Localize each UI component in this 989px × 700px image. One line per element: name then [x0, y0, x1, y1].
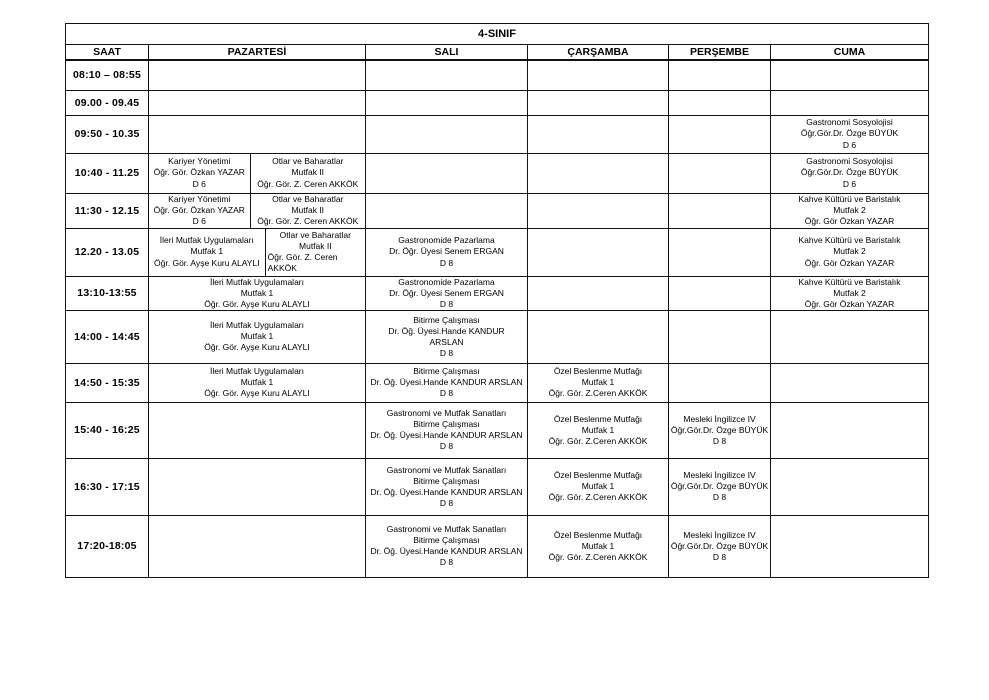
- course-line: Gastronomi ve Mutfak Sanatları: [386, 464, 507, 475]
- time-slot-label: 16:30 - 17:15: [66, 458, 149, 515]
- course-line: İleri Mutfak Uygulamaları: [209, 320, 304, 331]
- time-slot-label: 14:50 - 15:35: [66, 363, 149, 402]
- title-row: [66, 24, 929, 45]
- col-header-pazartesi: PAZARTESİ: [149, 45, 366, 61]
- empty-cell: [771, 310, 929, 363]
- split-cell-container: [149, 194, 365, 228]
- course-cell: [266, 229, 365, 276]
- time-slot-label: 14:00 - 14:45: [66, 310, 149, 363]
- empty-cell: [771, 60, 929, 90]
- col-header-sali: SALI: [366, 45, 528, 61]
- course-line: Öğr. Gör. Z.Ceren AKKÖK: [548, 492, 648, 503]
- course-cell: [149, 310, 366, 363]
- timetable-row: [66, 115, 929, 153]
- course-line: D 8: [439, 347, 454, 358]
- empty-cell: [528, 193, 669, 228]
- course-line: Gastronomi ve Mutfak Sanatları: [386, 408, 507, 419]
- empty-cell: [669, 363, 771, 402]
- col-header-carsamba: ÇARŞAMBA: [528, 45, 669, 61]
- time-slot-label: 09.00 - 09.45: [66, 90, 149, 115]
- course-cell: [771, 276, 929, 310]
- empty-cell: [669, 310, 771, 363]
- course-cell: [669, 515, 771, 577]
- course-line: Kariyer Yönetimi: [168, 193, 231, 204]
- course-line: D 8: [439, 257, 454, 268]
- empty-cell: [528, 228, 669, 276]
- empty-cell: [771, 458, 929, 515]
- course-cell: [366, 363, 528, 402]
- course-cell: [149, 154, 251, 193]
- timetable-row: [66, 310, 929, 363]
- course-cell: [528, 363, 669, 402]
- course-line: Dr. Öğr. Üyesi Senem ERGAN: [389, 246, 504, 257]
- timetable-body: [66, 60, 929, 577]
- course-line: D 8: [712, 551, 727, 562]
- course-line: Öğr.Gör.Dr. Özge BÜYÜK: [800, 128, 899, 139]
- empty-cell: [149, 458, 366, 515]
- course-line: Gastronomide Pazarlama: [398, 276, 495, 287]
- empty-cell: [528, 90, 669, 115]
- course-line: Öğr. Gör. Ayşe Kuru ALAYLI: [154, 257, 260, 268]
- timetable-row: [66, 515, 929, 577]
- empty-cell: [366, 153, 528, 193]
- time-slot-label: 09:50 - 10.35: [66, 115, 149, 153]
- course-line: D 8: [439, 557, 454, 568]
- course-line: D 8: [439, 298, 454, 309]
- course-cell: [366, 515, 528, 577]
- course-cell: [366, 402, 528, 458]
- empty-cell: [771, 90, 929, 115]
- course-cell: [251, 194, 365, 228]
- empty-cell: [366, 115, 528, 153]
- course-line: D 8: [439, 441, 454, 452]
- cell-pazartesi: [149, 228, 366, 276]
- timetable-row: [66, 193, 929, 228]
- course-line: Mutfak 1: [240, 287, 274, 298]
- empty-cell: [149, 515, 366, 577]
- course-line: Özel Beslenme Mutfağı: [553, 529, 643, 540]
- course-cell: [251, 154, 365, 193]
- course-line: Kahve Kültürü ve Baristalık: [798, 235, 901, 246]
- course-cell: [771, 193, 929, 228]
- course-line: Öğr.Gör.Dr. Özge BÜYÜK: [800, 167, 899, 178]
- course-line: ARSLAN: [429, 336, 464, 347]
- header-row: [66, 45, 929, 61]
- course-line: Mutfak 1: [581, 424, 615, 435]
- time-slot-label: 11:30 - 12.15: [66, 193, 149, 228]
- page-title: 4-SINIF: [66, 24, 929, 45]
- course-line: D 8: [712, 492, 727, 503]
- course-line: Öğr.Gör.Dr. Özge BÜYÜK: [670, 540, 769, 551]
- course-line: Öğr. Gör. Ayşe Kuru ALAYLI: [204, 342, 310, 353]
- time-slot-label: 12.20 - 13.05: [66, 228, 149, 276]
- course-line: Mutfak 1: [581, 540, 615, 551]
- course-cell: [771, 228, 929, 276]
- course-line: Mutfak 1: [581, 481, 615, 492]
- course-line: Dr. Öğ. Üyesi.Hande KANDUR ARSLAN: [370, 430, 523, 441]
- course-line: İleri Mutfak Uygulamaları: [209, 276, 304, 287]
- course-cell: [366, 276, 528, 310]
- course-line: Mutfak 2: [833, 246, 866, 257]
- course-line: Mutfak 1: [240, 331, 274, 342]
- course-line: D 8: [712, 435, 727, 446]
- course-line: Kahve Kültürü ve Baristalık: [798, 193, 901, 204]
- course-cell: [771, 115, 929, 153]
- course-line: D 8: [439, 388, 454, 399]
- course-line: Bitirme Çalışması: [413, 535, 480, 546]
- course-line: Mutfak 1: [581, 377, 615, 388]
- course-line: Gastronomide Pazarlama: [398, 235, 495, 246]
- empty-cell: [366, 60, 528, 90]
- course-cell: [149, 276, 366, 310]
- time-slot-label: 10:40 - 11.25: [66, 153, 149, 193]
- course-line: D 8: [439, 497, 454, 508]
- course-line: D 6: [842, 139, 857, 150]
- course-line: Otlar ve Baharatlar: [272, 193, 344, 204]
- course-line: D 6: [192, 216, 206, 227]
- course-line: Öğr. Gör. Z.Ceren AKKÖK: [548, 388, 648, 399]
- split-cell-container: [149, 229, 365, 276]
- empty-cell: [528, 276, 669, 310]
- course-line: Öğr.Gör.Dr. Özge BÜYÜK: [670, 424, 769, 435]
- empty-cell: [669, 60, 771, 90]
- col-header-saat: SAAT: [66, 45, 149, 61]
- course-line: Bitirme Çalışması: [413, 366, 480, 377]
- course-line: Öğr. Gör Özkan YAZAR: [804, 257, 895, 268]
- course-line: Öğr. Gör. Özkan YAZAR: [153, 167, 245, 178]
- empty-cell: [149, 90, 366, 115]
- course-line: Bitirme Çalışması: [413, 419, 480, 430]
- course-line: Öğr. Gör. Z. Ceren AKKÖK: [257, 216, 359, 227]
- course-line: Dr. Öğ. Üyesi.Hande KANDUR ARSLAN: [370, 546, 523, 557]
- course-line: Gastronomi Sosyolojisi: [806, 156, 893, 167]
- course-cell: [366, 310, 528, 363]
- course-cell: [528, 515, 669, 577]
- course-line: Mesleki İngilizce IV: [683, 413, 756, 424]
- course-cell: [528, 458, 669, 515]
- time-slot-label: 13:10-13:55: [66, 276, 149, 310]
- course-line: Mutfak 1: [240, 377, 274, 388]
- course-line: Özel Beslenme Mutfağı: [553, 366, 643, 377]
- timetable: [65, 23, 929, 578]
- course-line: Gastronomi ve Mutfak Sanatları: [386, 524, 507, 535]
- course-line: Mutfak 2: [833, 204, 866, 215]
- course-line: Mutfak II: [291, 167, 325, 178]
- course-line: Mesleki İngilizce IV: [683, 529, 756, 540]
- course-line: Mutfak II: [299, 240, 332, 251]
- course-line: Kahve Kültürü ve Baristalık: [798, 276, 901, 287]
- empty-cell: [771, 363, 929, 402]
- course-cell: [366, 458, 528, 515]
- course-line: D 6: [842, 178, 857, 189]
- course-line: Öğr. Gör. Z. Ceren AKKÖK: [257, 178, 359, 189]
- timetable-row: [66, 363, 929, 402]
- empty-cell: [528, 153, 669, 193]
- empty-cell: [149, 402, 366, 458]
- empty-cell: [528, 115, 669, 153]
- empty-cell: [149, 60, 366, 90]
- empty-cell: [669, 90, 771, 115]
- course-line: Öğr. Gör. Z. Ceren AKKÖK: [267, 252, 338, 274]
- course-line: Dr. Öğ. Üyesi.Hande KANDUR: [388, 325, 505, 336]
- course-cell: [149, 194, 251, 228]
- course-line: Mutfak 1: [190, 246, 224, 257]
- course-line: D 6: [192, 178, 206, 189]
- course-cell: [366, 228, 528, 276]
- empty-cell: [366, 193, 528, 228]
- course-line: Öğr. Gör Özkan YAZAR: [804, 216, 895, 227]
- time-slot-label: 17:20-18:05: [66, 515, 149, 577]
- timetable-row: [66, 228, 929, 276]
- empty-cell: [669, 115, 771, 153]
- course-line: İleri Mutfak Uygulamaları: [209, 366, 304, 377]
- time-slot-label: 08:10 – 08:55: [66, 60, 149, 90]
- cell-pazartesi: [149, 193, 366, 228]
- col-header-cuma: CUMA: [771, 45, 929, 61]
- course-line: Özel Beslenme Mutfağı: [553, 470, 643, 481]
- timetable-row: [66, 90, 929, 115]
- course-line: Kariyer Yönetimi: [168, 156, 231, 167]
- empty-cell: [669, 193, 771, 228]
- empty-cell: [528, 60, 669, 90]
- empty-cell: [669, 228, 771, 276]
- course-cell: [149, 229, 266, 276]
- split-cell-container: [149, 154, 365, 193]
- course-line: Dr. Öğ. Üyesi.Hande KANDUR ARSLAN: [370, 486, 523, 497]
- time-slot-label: 15:40 - 16:25: [66, 402, 149, 458]
- timetable-row: [66, 153, 929, 193]
- course-cell: [669, 458, 771, 515]
- course-line: Dr. Öğr. Üyesi Senem ERGAN: [389, 287, 504, 298]
- empty-cell: [771, 515, 929, 577]
- course-line: Gastronomi Sosyolojisi: [806, 117, 893, 128]
- course-line: Öğr. Gör. Z.Ceren AKKÖK: [548, 435, 648, 446]
- course-line: Bitirme Çalışması: [413, 314, 480, 325]
- empty-cell: [669, 153, 771, 193]
- course-line: Öğr. Gör. Özkan YAZAR: [153, 204, 245, 215]
- empty-cell: [771, 402, 929, 458]
- course-line: Dr. Öğ. Üyesi.Hande KANDUR ARSLAN: [370, 377, 523, 388]
- course-cell: [669, 402, 771, 458]
- course-line: Bitirme Çalışması: [413, 475, 480, 486]
- course-line: Mesleki İngilizce IV: [683, 470, 756, 481]
- empty-cell: [528, 310, 669, 363]
- course-line: Özel Beslenme Mutfağı: [553, 413, 643, 424]
- timetable-row: [66, 402, 929, 458]
- empty-cell: [149, 115, 366, 153]
- course-line: İleri Mutfak Uygulamaları: [159, 235, 254, 246]
- empty-cell: [669, 276, 771, 310]
- timetable-row: [66, 60, 929, 90]
- course-line: Mutfak II: [291, 204, 325, 215]
- course-line: Otlar ve Baharatlar: [279, 229, 351, 240]
- course-cell: [528, 402, 669, 458]
- course-line: Mutfak 2: [833, 287, 866, 298]
- course-line: Öğr. Gör. Ayşe Kuru ALAYLI: [204, 388, 310, 399]
- cell-pazartesi: [149, 153, 366, 193]
- course-line: Öğr.Gör.Dr. Özge BÜYÜK: [670, 481, 769, 492]
- course-line: Öğr. Gör. Z.Ceren AKKÖK: [548, 551, 648, 562]
- course-line: Otlar ve Baharatlar: [272, 156, 344, 167]
- course-cell: [149, 363, 366, 402]
- course-cell: [771, 153, 929, 193]
- empty-cell: [366, 90, 528, 115]
- timetable-row: [66, 458, 929, 515]
- col-header-persembe: PERŞEMBE: [669, 45, 771, 61]
- timetable-row: [66, 276, 929, 310]
- course-line: Öğr. Gör Özkan YAZAR: [804, 298, 895, 309]
- course-line: Öğr. Gör. Ayşe Kuru ALAYLI: [204, 298, 310, 309]
